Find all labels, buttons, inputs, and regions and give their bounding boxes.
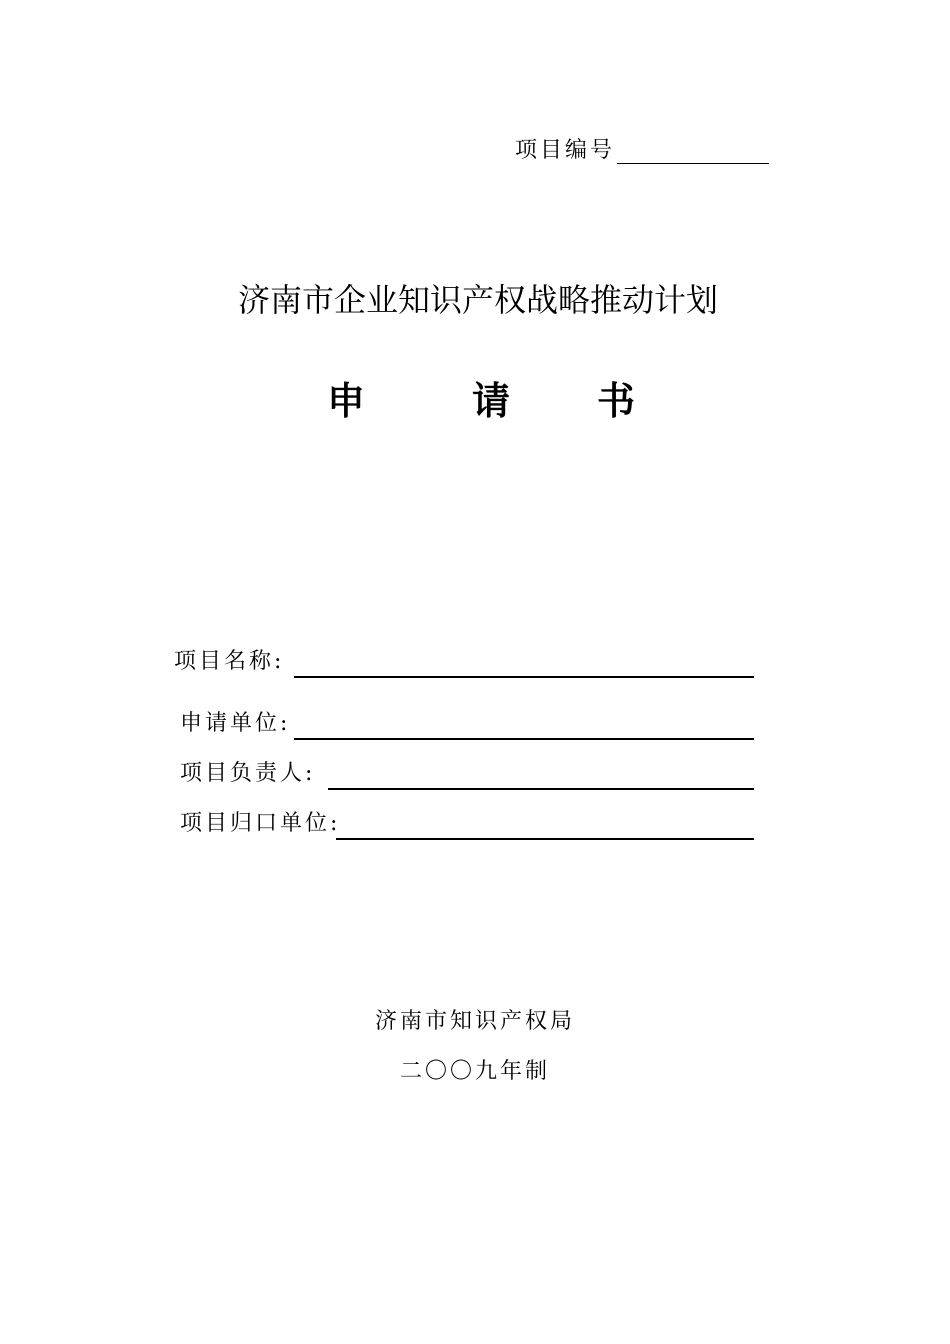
subtitle-char-1: 申 — [327, 379, 366, 423]
project-leader-label: 项目负责人: — [180, 761, 316, 786]
project-number-label: 项目编号 — [515, 138, 616, 163]
supervising-unit-field[interactable] — [336, 810, 754, 840]
supervising-unit-label: 项目归口单位: — [180, 811, 341, 836]
applicant-unit-row — [180, 710, 290, 738]
project-number-field[interactable] — [617, 137, 769, 164]
issue-year: 二〇〇九年制 — [399, 1059, 550, 1084]
project-leader-field[interactable] — [328, 760, 754, 790]
issuer-name: 济南市知识产权局 — [374, 1009, 575, 1034]
project-leader-row — [180, 760, 315, 788]
subtitle-char-3: 书 — [597, 379, 636, 423]
subtitle-char-2: 请 — [472, 379, 511, 423]
supervising-unit-row — [180, 810, 340, 838]
project-number — [515, 134, 769, 164]
document-title: 济南市企业知识产权战略推动计划 — [237, 281, 718, 319]
project-name-field[interactable] — [294, 648, 754, 678]
applicant-unit-label: 申请单位: — [180, 711, 291, 736]
project-name-label: 项目名称: — [174, 649, 285, 674]
applicant-unit-field[interactable] — [294, 710, 754, 740]
project-name-row — [174, 648, 284, 676]
